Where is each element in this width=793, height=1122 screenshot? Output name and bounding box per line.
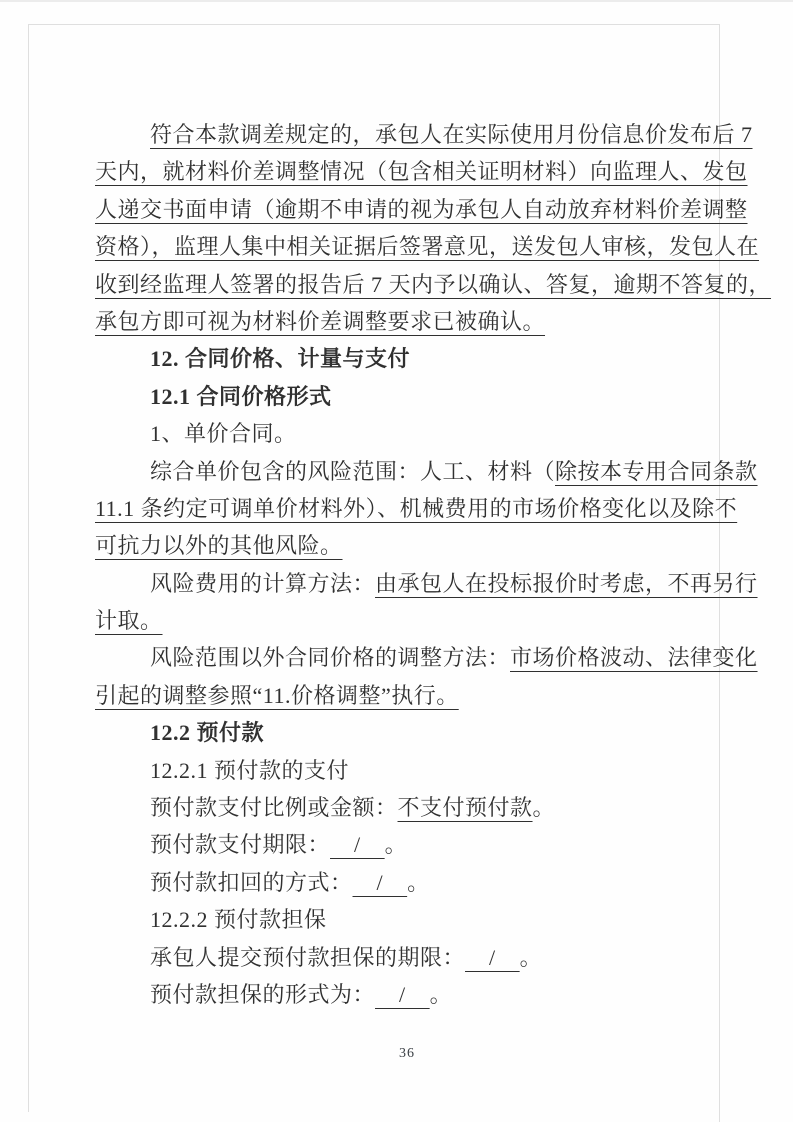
text-segment: 12. 合同价格、计量与支付	[150, 346, 411, 372]
page-number: 36	[399, 1046, 415, 1061]
document-line	[95, 864, 727, 901]
text-segment: 12.2.1 预付款的支付	[150, 757, 350, 783]
underlined-text: 承包方即可视为材料价差调整要求已被确认。	[95, 308, 546, 334]
text-segment: 。	[519, 944, 543, 970]
text-segment: 12.2.2 预付款担保	[150, 907, 327, 933]
blank-slash-field: /	[375, 981, 430, 1007]
underlined-text: 人递交书面申请（逾期不申请的视为承包人自动放弃材料价差调整	[95, 196, 748, 222]
underlined-text: 计取。	[95, 608, 163, 634]
blank-slash-field: /	[352, 869, 408, 895]
text-segment: 预付款支付期限：	[150, 832, 331, 858]
underlined-text: 符合本款调差规定的，承包人在实际使用月份信息价发布后 7	[150, 122, 753, 147]
document-line	[95, 789, 727, 826]
blank-slash-field: /	[330, 832, 385, 858]
document-line	[95, 901, 727, 938]
document-line	[95, 602, 727, 639]
document-line	[95, 378, 727, 415]
scan-edge-left	[28, 24, 29, 1112]
document-line	[95, 340, 727, 377]
document-line	[95, 939, 727, 976]
document-line	[95, 153, 748, 190]
document-line	[95, 677, 727, 714]
underlined-text: 天内，就材料价差调整情况（包含相关证明材料）向监理人、发包	[95, 159, 748, 185]
document-line	[95, 976, 727, 1013]
underlined-text: 资格），监理人集中相关证据后签署意见，送发包人审核，发包人在	[95, 234, 760, 260]
document-line	[95, 453, 758, 490]
document-line	[95, 266, 772, 303]
text-segment: 。	[407, 869, 430, 895]
underlined-text: 引起的调整参照“11.价格调整”执行。	[95, 682, 459, 708]
scan-edge-top	[28, 24, 720, 25]
text-segment: 。	[384, 832, 408, 858]
underlined-text: 由承包人在投标报价时考虑，不再另行	[375, 570, 758, 596]
document-line	[95, 639, 758, 676]
text-segment: 综合单价包含的风险范围：人工、材料（	[150, 458, 556, 484]
text-segment: 风险范围以外合同价格的调整方法：	[150, 645, 511, 671]
text-segment: 预付款扣回的方式：	[150, 869, 353, 895]
text-segment: 预付款担保的形式为：	[150, 981, 376, 1007]
text-segment: 。	[429, 981, 453, 1007]
underlined-text: 11.1 条约定可调单价材料外）、机械费用的市场价格变化以及除不	[95, 495, 738, 521]
text-segment: 。	[532, 795, 556, 821]
document-line	[95, 752, 727, 789]
document-line	[95, 714, 727, 751]
underlined-text: 不支付预付款	[397, 795, 533, 821]
document-line	[95, 490, 738, 527]
underlined-text: 除按本专用合同条款	[555, 458, 758, 484]
text-segment: 1、单价合同。	[150, 421, 297, 447]
text-segment: 预付款支付比例或金额：	[150, 795, 398, 821]
document-line	[95, 527, 727, 564]
document-line	[95, 303, 727, 340]
document-body	[95, 116, 772, 1013]
underlined-text: 可抗力以外的其他风险。	[95, 533, 343, 559]
document-line	[95, 565, 758, 602]
document-line	[95, 826, 727, 863]
document-line	[95, 116, 753, 153]
text-segment: 承包人提交预付款担保的期限：	[150, 944, 466, 970]
scan-edge-screen-top	[0, 0, 793, 2]
underlined-text: 收到经监理人签署的报告后 7 天内予以确认、答复，逾期不答复的，	[95, 271, 772, 297]
document-line	[95, 228, 760, 265]
document-line	[95, 191, 748, 228]
text-segment: 风险费用的计算方法：	[150, 570, 376, 596]
underlined-text: 市场价格波动、法律变化	[510, 645, 758, 671]
text-segment: 12.1 合同价格形式	[150, 383, 332, 409]
blank-slash-field: /	[465, 944, 520, 970]
text-segment: 12.2 预付款	[150, 720, 265, 746]
document-line	[95, 415, 727, 452]
